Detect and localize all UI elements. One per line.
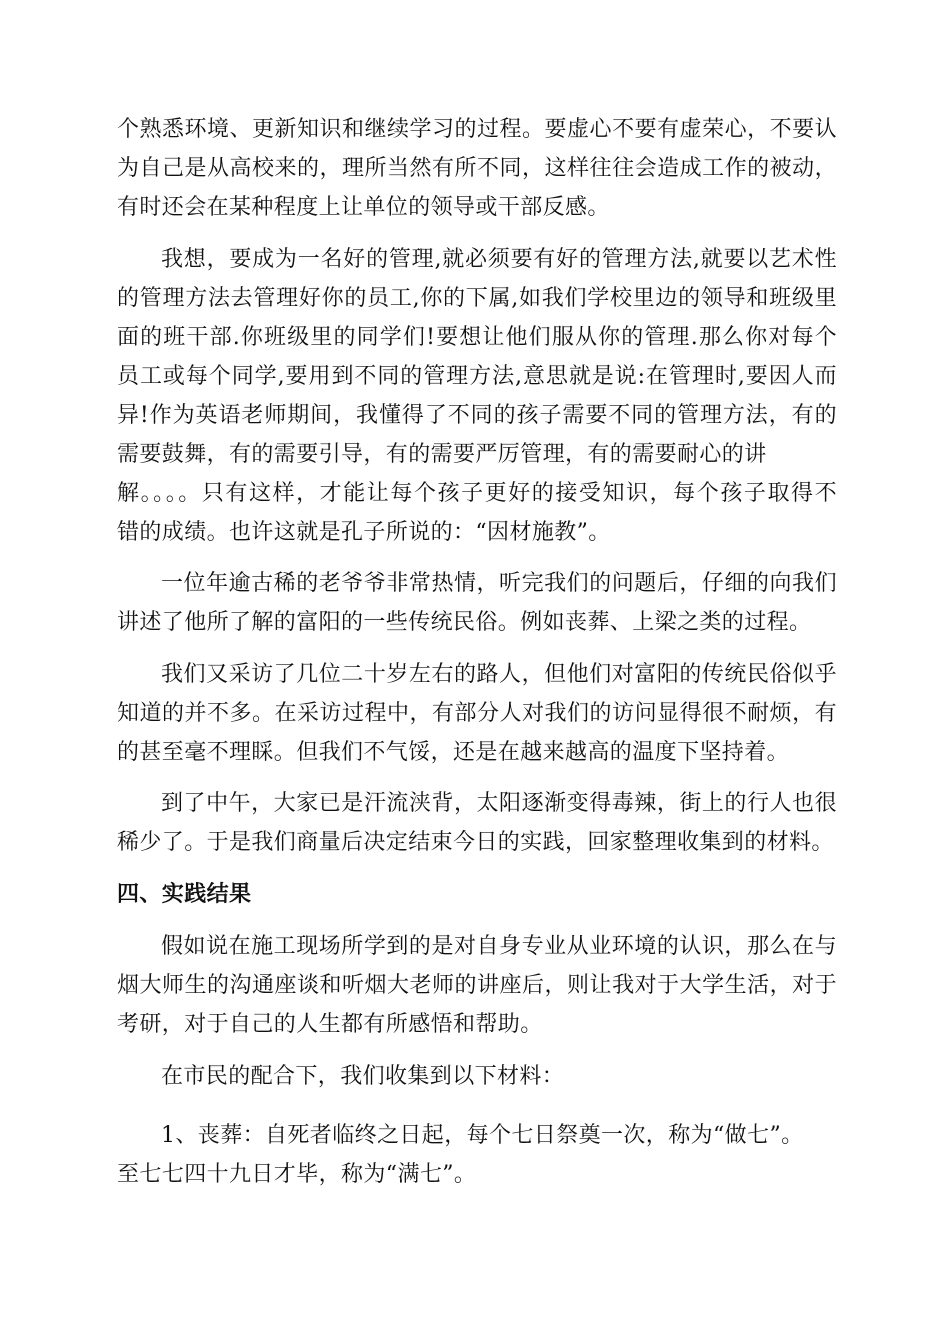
list-item-line: 1、丧葬：自死者临终之日起，每个七日祭奠一次，称为“做七”。 <box>161 1123 804 1148</box>
paragraph-line: 员工或每个同学,要用到不同的管理方法,意思就是说:在管理时,要因人而 <box>117 364 837 389</box>
paragraph-line: 考研，对于自己的人生都有所感悟和帮助。 <box>117 1012 543 1037</box>
paragraph-line: 我想，要成为一名好的管理,就必须要有好的管理方法,就要以艺术性 <box>161 247 837 272</box>
paragraph-line: 的管理方法去管理好你的员工,你的下属,如我们学校里边的领导和班级里 <box>117 286 837 311</box>
paragraph-line: 的甚至毫不理睬。但我们不气馁，还是在越来越高的温度下坚持着。 <box>117 740 790 765</box>
list-item-line: 至七七四十九日才毕，称为“满七”。 <box>117 1162 477 1187</box>
paragraph-line: 个熟悉环境、更新知识和继续学习的过程。要虚心不要有虚荣心，不要认 <box>117 117 837 142</box>
paragraph-line: 讲述了他所了解的富阳的一些传统民俗。例如丧葬、上梁之类的过程。 <box>117 610 812 635</box>
paragraph-line: 假如说在施工现场所学到的是对自身专业从业环境的认识，那么在与 <box>161 934 837 959</box>
paragraph-line: 烟大师生的沟通座谈和听烟大老师的讲座后，则让我对于大学生活，对于 <box>117 973 837 998</box>
paragraph-line: 解。。。。只有这样，才能让每个孩子更好的接受知识，每个孩子取得不 <box>117 481 837 506</box>
paragraph-line: 有时还会在某种程度上让单位的领导或干部反感。 <box>117 195 610 220</box>
section-heading: 四、实践结果 <box>117 882 252 907</box>
paragraph-line: 异!作为英语老师期间，我懂得了不同的孩子需要不同的管理方法，有的 <box>117 403 837 428</box>
paragraph-line: 稀少了。于是我们商量后决定结束今日的实践，回家整理收集到的材料。 <box>117 830 834 855</box>
paragraph-line: 需要鼓舞，有的需要引导，有的需要严厉管理，有的需要耐心的讲 <box>117 442 767 467</box>
paragraph-line: 一位年逾古稀的老爷爷非常热情，听完我们的问题后，仔细的向我们 <box>161 571 837 596</box>
paragraph-line: 错的成绩。也许这就是孔子所说的：“因材施教”。 <box>117 520 611 545</box>
paragraph-line: 我们又采访了几位二十岁左右的路人，但他们对富阳的传统民俗似乎 <box>161 662 837 687</box>
paragraph-line: 在市民的配合下，我们收集到以下材料： <box>161 1064 565 1089</box>
paragraph-line: 为自己是从高校来的，理所当然有所不同，这样往往会造成工作的被动， <box>117 156 837 181</box>
paragraph-line: 到了中午，大家已是汗流浃背，太阳逐渐变得毒辣，街上的行人也很 <box>161 791 837 816</box>
paragraph-line: 知道的并不多。在采访过程中，有部分人对我们的访问显得很不耐烦，有 <box>117 701 837 726</box>
paragraph-line: 面的班干部.你班级里的同学们!要想让他们服从你的管理.那么你对每个 <box>117 325 837 350</box>
